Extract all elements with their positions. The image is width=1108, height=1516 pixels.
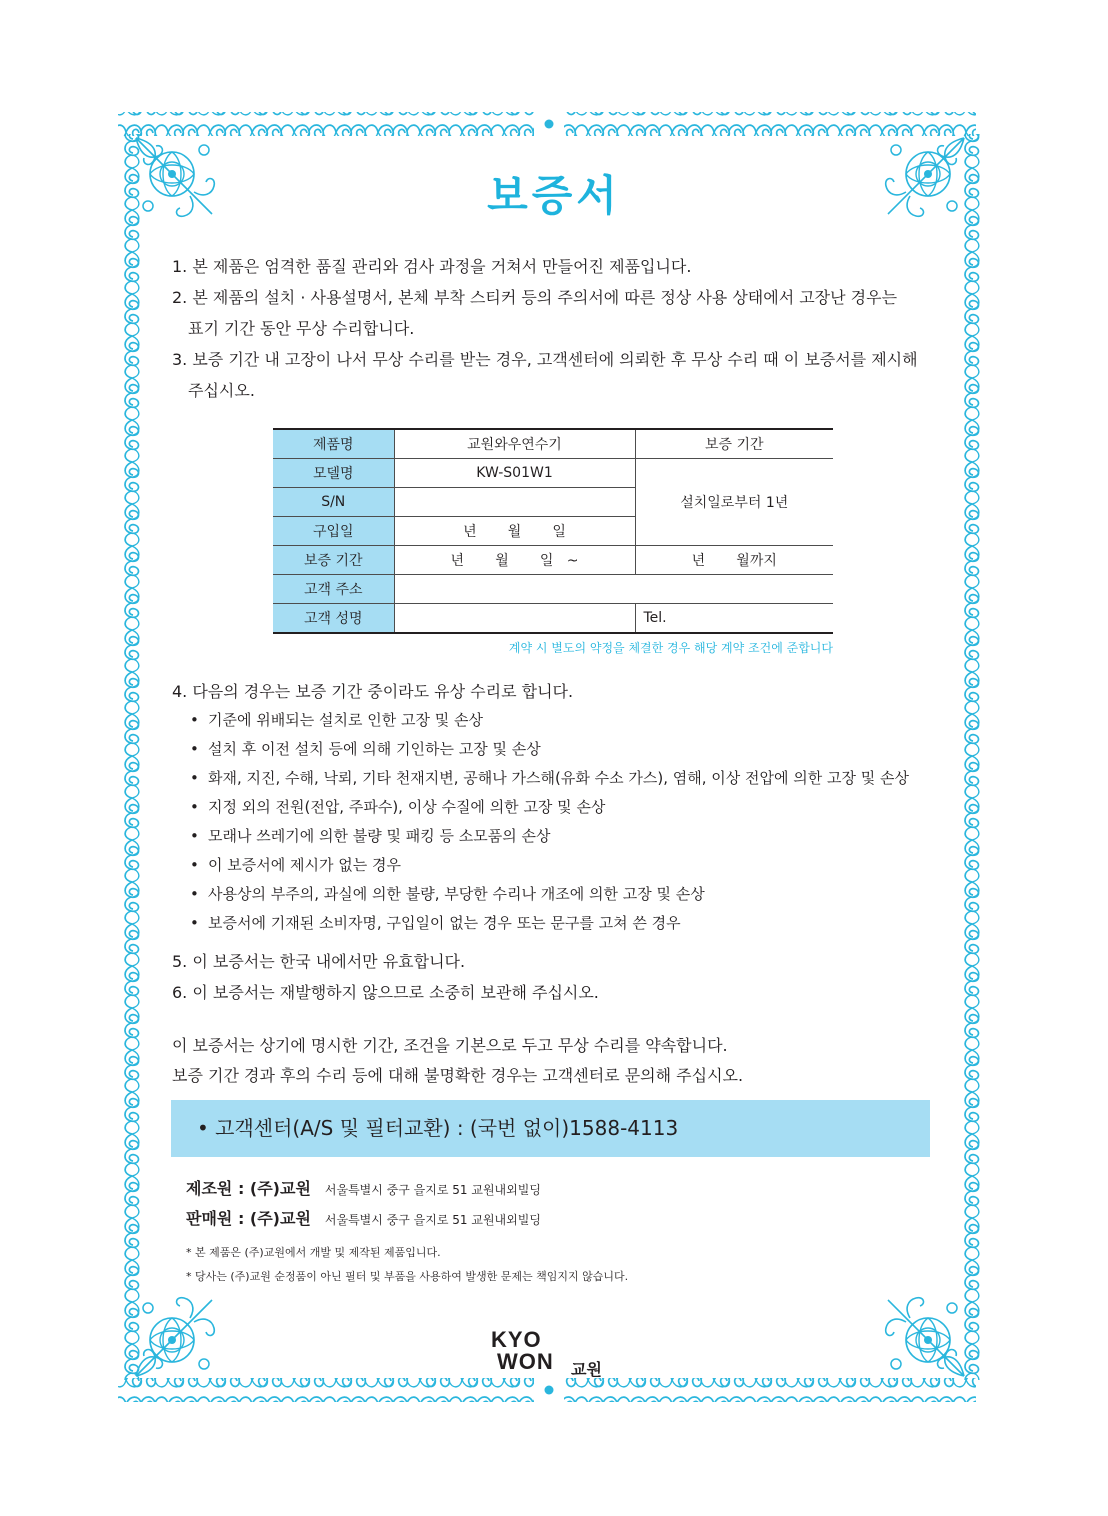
manufacturer-label: 제조원 : (주)교원 [186, 1179, 311, 1198]
seller-address: 서울특별시 중구 을지로 51 교원내외빌딩 [324, 1213, 541, 1227]
customer-name-label: 고객 성명 [273, 604, 394, 634]
clause-4: 4. 다음의 경우는 보증 기간 중이라도 유상 수리로 합니다. [172, 682, 574, 701]
bullet-icon: • [190, 769, 199, 787]
warranty-info-table [273, 428, 833, 634]
table-row [273, 575, 833, 604]
purchase-date-label: 구입일 [273, 517, 394, 546]
bullet-icon: • [190, 740, 199, 758]
clause-2-line-2: 표기 기간 동안 무상 수리합니다. [188, 319, 415, 338]
clause-2 [172, 282, 932, 344]
warranty-period-value: 설치일로부터 1년 [635, 459, 833, 546]
bullet-icon: • [190, 914, 199, 932]
customer-center-banner: • 고객센터(A/S 및 필터교환) : (국번 없이)1588-4113 [171, 1100, 930, 1157]
bullet-icon: • [190, 798, 199, 816]
closing-line-1: 이 보증서는 상기에 명시한 기간, 조건을 기본으로 두고 무상 수리를 약속합니다. [172, 1036, 728, 1055]
clause-3 [172, 344, 932, 406]
footnotes [186, 1241, 628, 1289]
warranty-period-header: 보증 기간 [635, 429, 833, 459]
clause-6: 6. 이 보증서는 재발행하지 않으므로 소중히 보관해 주십시오. [172, 983, 599, 1002]
list-item: • 화재, 지진, 수해, 낙뢰, 기타 천재지변, 공해나 가스해(유화 수소 가스), 염해, 이상 전압에 의한 고장 및 손상 [190, 764, 950, 793]
clause-2-line-1: 2. 본 제품의 설치 · 사용설명서, 본체 부착 스티커 등의 주의서에 따른 정상 사용 상태에서 고장난 경우는 [172, 288, 898, 307]
seller-label: 판매원 : (주)교원 [186, 1209, 311, 1228]
table-row [273, 604, 833, 634]
warranty-start-field[interactable]: 년 월 일 ~ [394, 546, 635, 575]
table-row [273, 429, 833, 459]
clause-3-line-2: 주십시오. [188, 381, 255, 400]
arabesque-corner-icon [136, 1298, 214, 1376]
list-item: • 지정 외의 전원(전압, 주파수), 이상 수질에 의한 고장 및 손상 [190, 793, 950, 822]
model-name-label: 모델명 [273, 459, 394, 488]
seller-info [186, 1206, 541, 1229]
border-center-dot-icon [545, 120, 554, 129]
warranty-end-field[interactable]: 년 월까지 [635, 546, 833, 575]
clause-5: 5. 이 보증서는 한국 내에서만 유효합니다. [172, 952, 466, 971]
clause-1: 1. 본 제품은 엄격한 품질 관리와 검사 과정을 거쳐서 만들어진 제품입니다. [172, 257, 692, 276]
purchase-date-field[interactable]: 년 월 일 [394, 517, 635, 546]
list-item: • 기준에 위배되는 설치로 인한 고장 및 손상 [190, 706, 950, 735]
footnote: * 당사는 (주)교원 순정품이 아닌 필터 및 부품을 사용하여 발생한 문제는 책임지지 않습니다. [186, 1270, 629, 1283]
table-note: 계약 시 별도의 약정을 체결한 경우 해당 계약 조건에 준합니다 [508, 641, 833, 655]
table-row [273, 459, 833, 488]
customer-address-field[interactable] [394, 575, 833, 604]
list-item: • 보증서에 기재된 소비자명, 구입일이 없는 경우 또는 문구를 고쳐 쓴 경우 [190, 909, 950, 938]
paid-repair-list [190, 706, 950, 938]
closing-line-2: 보증 기간 경과 후의 수리 등에 대해 불명확한 경우는 고객센터로 문의해 주십시오. [172, 1066, 744, 1085]
model-name-value: KW-S01W1 [394, 459, 635, 488]
table-row [273, 546, 833, 575]
list-item: • 사용상의 부주의, 과실에 의한 불량, 부당한 수리나 개조에 의한 고장 및 손상 [190, 880, 950, 909]
kyowon-logo: KYO WON 교원 [491, 1327, 602, 1379]
border-center-dot-icon [545, 1386, 554, 1395]
bullet-icon: • [190, 856, 199, 874]
product-name-label: 제품명 [273, 429, 394, 459]
closing-statement [172, 1031, 932, 1091]
customer-address-label: 고객 주소 [273, 575, 394, 604]
bullet-icon: • [190, 827, 199, 845]
list-item: • 모래나 쓰레기에 의한 불량 및 패킹 등 소모품의 손상 [190, 822, 950, 851]
customer-tel-field[interactable]: Tel. [635, 604, 833, 634]
bullet-icon: • [190, 711, 199, 729]
bullet-icon: • [190, 885, 199, 903]
manufacturer-info [186, 1176, 541, 1199]
clause-3-line-1: 3. 보증 기간 내 고장이 나서 무상 수리를 받는 경우, 고객센터에 의뢰한 후 무상 수리 때 이 보증서를 제시해 [172, 350, 918, 369]
serial-number-label: S/N [273, 488, 394, 517]
warranty-term-label: 보증 기간 [273, 546, 394, 575]
arabesque-corner-icon [886, 1298, 964, 1376]
customer-name-field[interactable] [394, 604, 635, 634]
list-item: • 설치 후 이전 설치 등에 의해 기인하는 고장 및 손상 [190, 735, 950, 764]
document-title: 보증서 [487, 171, 621, 220]
manufacturer-address: 서울특별시 중구 을지로 51 교원내외빌딩 [324, 1183, 541, 1197]
product-name-value: 교원와우연수기 [394, 429, 635, 459]
footnote: * 본 제품은 (주)교원에서 개발 및 제작된 제품입니다. [186, 1246, 441, 1259]
list-item: • 이 보증서에 제시가 없는 경우 [190, 851, 950, 880]
serial-number-field[interactable] [394, 488, 635, 517]
